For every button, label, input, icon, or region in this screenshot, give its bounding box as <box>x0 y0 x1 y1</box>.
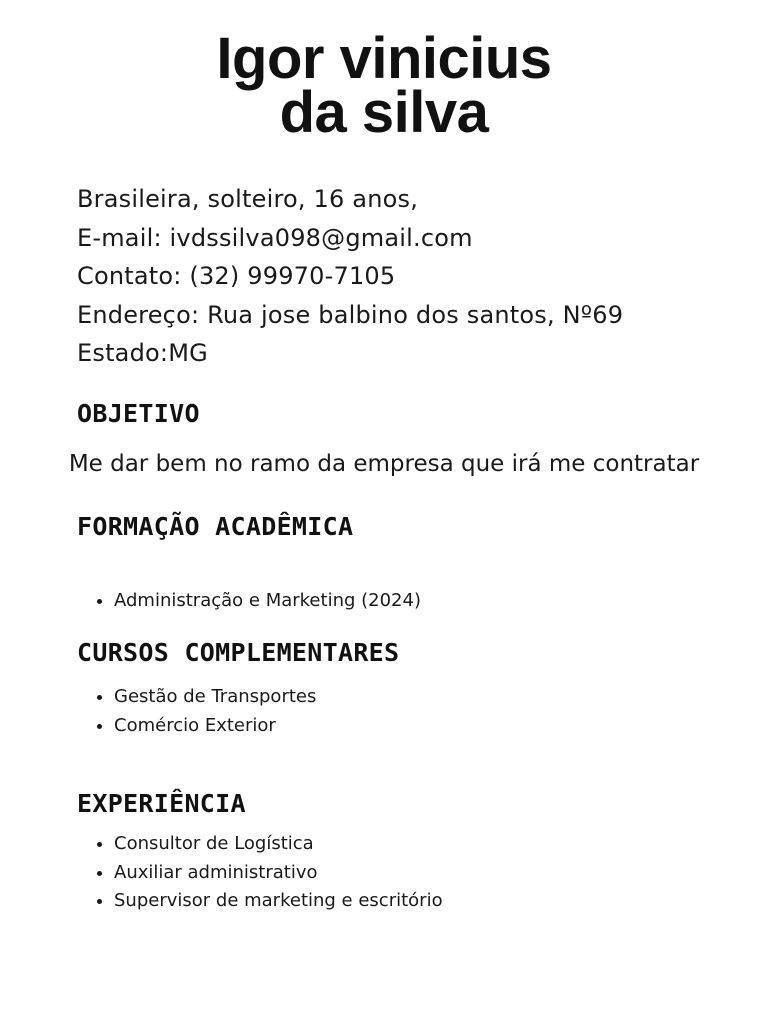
personal-info <box>77 180 623 373</box>
objective-heading: OBJETIVO <box>77 399 200 428</box>
list-item: • Consultor de Logística <box>114 830 443 859</box>
education-heading: FORMAÇÃO ACADÊMICA <box>77 512 354 541</box>
email-line: E-mail: ivdssilva098@gmail.com <box>77 223 473 252</box>
experience-heading: EXPERIÊNCIA <box>77 789 246 818</box>
name-line-2: da silva <box>279 80 489 145</box>
list-item: • Auxiliar administrativo <box>114 859 443 888</box>
name-line-1: Igor vinicius <box>216 26 552 91</box>
candidate-name <box>0 26 768 145</box>
experience-list <box>93 830 443 916</box>
phone-line: Contato: (32) 99970-7105 <box>77 262 396 290</box>
personal-details: Brasileira, solteiro, 16 anos, <box>77 185 419 213</box>
list-item: • Comércio Exterior <box>114 712 316 741</box>
list-item: • Gestão de Transportes <box>114 683 316 712</box>
objective-text: Me dar bem no ramo da empresa que irá me contratar <box>68 451 700 477</box>
education-list <box>93 587 421 616</box>
courses-list <box>93 683 316 740</box>
list-item: • Supervisor de marketing e escritório <box>114 887 443 916</box>
list-item: • Administração e Marketing (2024) <box>114 587 421 616</box>
courses-heading: CURSOS COMPLEMENTARES <box>77 638 400 667</box>
address-line: Endereço: Rua jose balbino dos santos, Nº69 <box>77 300 624 329</box>
state-line: Estado:MG <box>77 339 208 367</box>
